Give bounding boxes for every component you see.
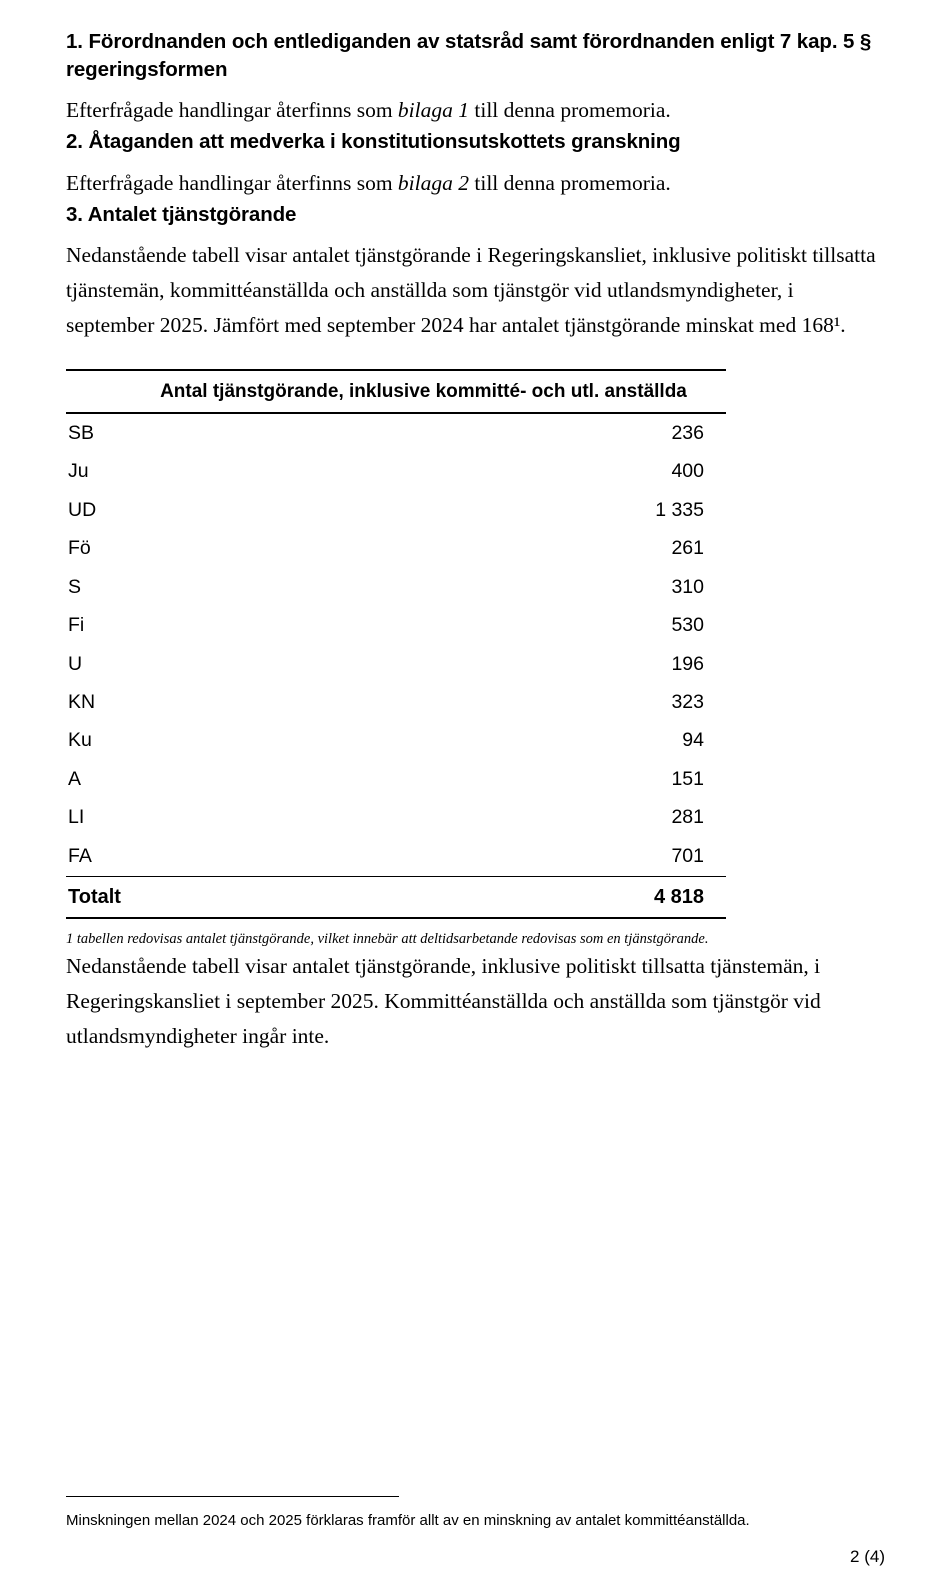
table-row (66, 491, 726, 529)
table-row (66, 568, 726, 606)
row-value: 236 (671, 421, 704, 444)
total-label: Totalt (66, 877, 121, 918)
row-label: S (68, 575, 82, 598)
row-label: Fö (68, 537, 91, 560)
staffing-table-column-header: Antal tjänstgörande, inklusive kommitté- och utl. anställda (121, 370, 726, 414)
section-3-intro-paragraph: Nedanstående tabell visar antalet tjänstgörande i Regeringskansliet, inklusive politiskt tillsatta tjänstemän, kommittéanställda och anställda som tjänstgör vid utlandsmyndigheter, i september 2025. Jämfört med september 2024 har antalet tjänstgörande minskat med 168¹. (66, 243, 876, 337)
section-1-reference: bilaga 1 (397, 98, 469, 123)
row-label: SB (68, 421, 95, 444)
section-heading-1: 1. Förordnanden och entlediganden av statsråd samt förordnanden enligt 7 kap. 5 § regeringsformen (66, 30, 872, 81)
table-note: 1 tabellen redovisas antalet tjänstgörande, vilket innebär att deltidsarbetande redovisas som en tjänstgörande. (66, 931, 709, 948)
row-value: 310 (671, 575, 704, 598)
table-row (66, 799, 726, 837)
row-label: U (68, 652, 83, 675)
footnote-area (66, 1496, 881, 1531)
table-row (66, 760, 726, 798)
section-2-text-before: Efterfrågade handlingar återfinns som (66, 170, 398, 195)
section-2-text-after: till denna promemoria. (469, 170, 671, 195)
footnote-separator (66, 1496, 399, 1497)
staffing-table (66, 369, 726, 917)
section-1-text-before: Efterfrågade handlingar återfinns som (66, 98, 398, 123)
row-label: Ku (68, 729, 92, 752)
row-value: 1 335 (655, 498, 704, 521)
row-value: 323 (671, 690, 704, 713)
row-label: LI (68, 806, 85, 829)
row-value: 400 (671, 460, 704, 483)
staffing-table-header-row (66, 370, 726, 414)
section-heading-3: 3. Antalet tjänstgörande (66, 202, 297, 226)
staffing-table-body (66, 413, 726, 917)
row-value: 196 (671, 652, 704, 675)
row-label: KN (68, 690, 96, 713)
table-row (66, 530, 726, 568)
after-table-paragraph: Nedanstående tabell visar antalet tjänstgörande, inklusive politiskt tillsatta tjänstemän, i Regeringskansliet i september 2025. Kommittéanställda och anställda som tjänstgör vid utlandsmyndigheter ingår inte. (66, 954, 821, 1049)
page-number: 2 (4) (850, 1547, 885, 1566)
footnote-text: Minskningen mellan 2024 och 2025 förklaras framför allt av en minskning av antalet kommittéanställda. (66, 1511, 750, 1529)
table-row (66, 607, 726, 645)
row-value: 281 (671, 806, 704, 829)
row-value: 94 (682, 729, 704, 752)
row-label: FA (68, 844, 92, 867)
table-row (66, 837, 726, 876)
table-row (66, 413, 726, 452)
row-value: 701 (671, 844, 704, 867)
row-label: Ju (68, 460, 89, 483)
row-value: 530 (671, 614, 704, 637)
table-row (66, 453, 726, 491)
table-row (66, 645, 726, 683)
row-label: UD (68, 498, 97, 521)
row-label: A (68, 767, 82, 790)
table-row (66, 683, 726, 721)
table-total-row (66, 877, 726, 918)
section-2-reference: bilaga 2 (397, 170, 469, 195)
section-2-paragraph (66, 166, 879, 201)
table-row (66, 722, 726, 760)
row-value: 261 (671, 537, 704, 560)
total-value: 4 818 (121, 877, 726, 918)
section-heading-2: 2. Åtaganden att medverka i konstitutionsutskottets granskning (66, 130, 681, 154)
row-label: Fi (68, 614, 85, 637)
staffing-table-header-spacer (66, 370, 121, 414)
staffing-table-wrapper (66, 369, 726, 919)
section-1-paragraph (66, 93, 879, 128)
section-1-text-after: till denna promemoria. (469, 98, 671, 123)
table-bottom-rule (66, 917, 726, 919)
staffing-table-head (66, 370, 726, 414)
row-value: 151 (671, 767, 704, 790)
